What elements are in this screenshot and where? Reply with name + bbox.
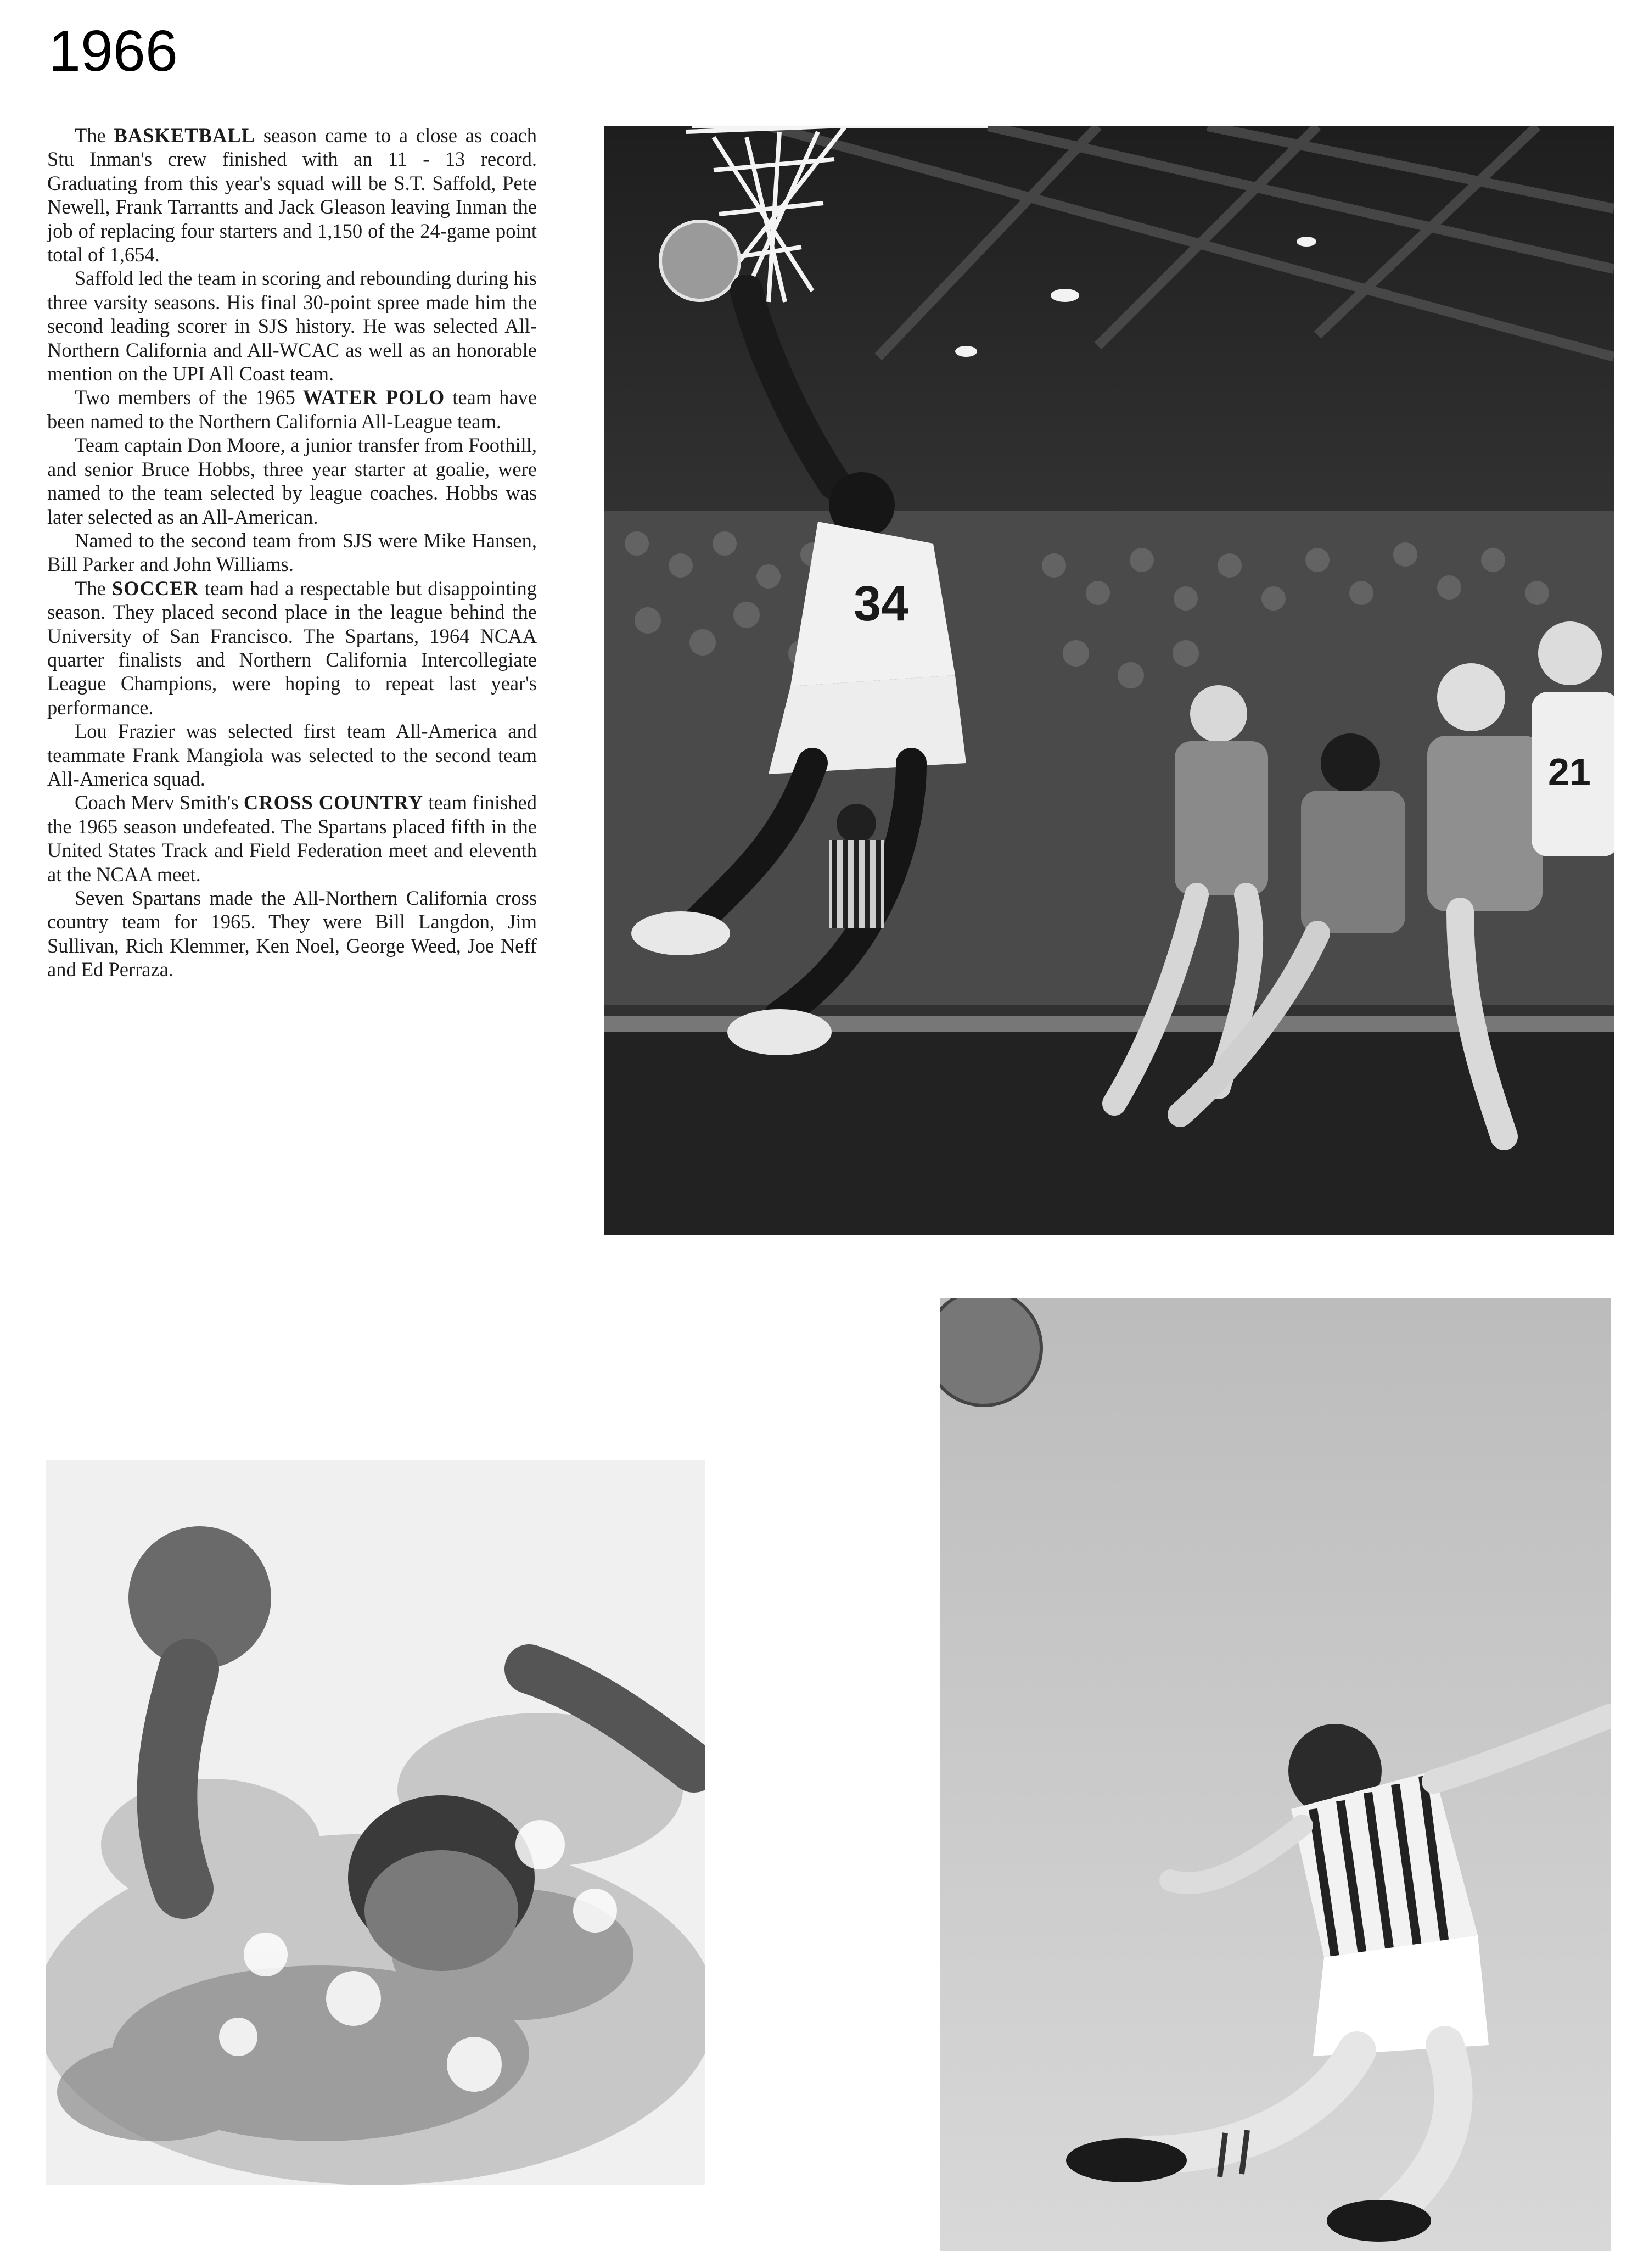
basketball-photo [604,126,1614,1235]
article-paragraph: Two members of the 1965 WATER POLO team have been named to the Northern California All-League team. [47,386,537,433]
article-paragraph: Lou Frazier was selected first team All-America and teammate Frank Mangiola was selected to the second team All-America squad. [47,720,537,790]
jersey-number-34: 34 [854,576,909,631]
article-paragraph: Saffold led the team in scoring and rebounding during his three varsity seasons. His final 30-point spree made him the second leading scorer in SJS history. He was selected All-Northern California and All-WCAC as well as an honorable mention on the UPI All Coast team. [47,267,537,385]
article-paragraph: Team captain Don Moore, a junior transfer from Foothill, and senior Bruce Hobbs, three year starter at goalie, were named to the team selected by league coaches. Hobbs was later selected as an All-American. [47,434,537,528]
water-polo-photo [46,1460,705,2185]
jersey-number-21: 21 [1548,751,1591,793]
article-paragraph: Seven Spartans made the All-Northern California cross country team for 1965. They were Bill Langdon, Jim Sullivan, Rich Klemmer, Ken Noel, George Weed, Joe Neff and Ed Perraza. [47,887,537,981]
article-paragraph: Coach Merv Smith's CROSS COUNTRY team finished the 1965 season undefeated. The Spartans placed fifth in the United States Track and Field Federation meet and eleventh at the NCAA meet. [47,791,537,886]
article-paragraph: The SOCCER team had a respectable but disappointing season. They placed second place in the league behind the University of San Francisco. The Spartans, 1964 NCAA quarter finalists and Northern California Intercollegiate League Champions, were hoping to repeat last year's performance. [47,576,537,719]
soccer-photo [940,1298,1611,2251]
article-paragraph: Named to the second team from SJS were Mike Hansen, Bill Parker and John Williams. [47,529,537,576]
page-year: 1966 [48,19,178,83]
article-paragraph: The BASKETBALL season came to a close as coach Stu Inman's crew finished with an 11 - 13 record. Graduating from this year's squad will be S.T. Saffold, Pete Newell, Frank Tarrantts and Jack Gleason leaving Inman the job of replacing four starters and 1,150 of the 24-game point total of 1,654. [47,124,537,266]
article-body [47,124,537,982]
